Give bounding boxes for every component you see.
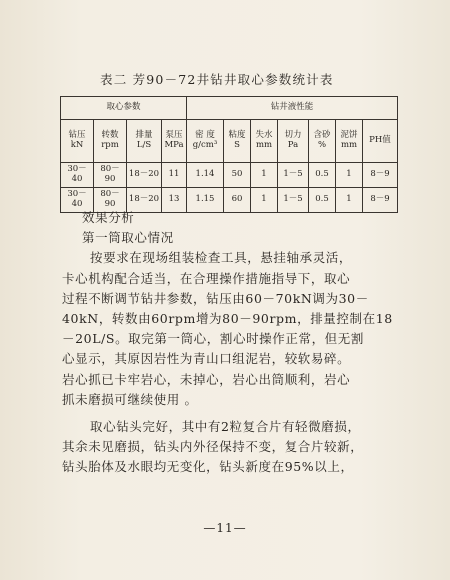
table-cell: 0.5 <box>309 188 336 213</box>
column-header: 含砂 % <box>309 120 336 163</box>
table-cell: 0.5 <box>309 163 336 188</box>
paragraph-line: －20L/S。取完第一筒心，割心时操作正常，但无割 <box>62 331 364 347</box>
paragraph-line: 取心钻头完好，其中有2粒复合片有轻微磨损， <box>90 419 361 435</box>
table-group-header-row <box>61 97 398 120</box>
paragraph-line: 钻头胎体及水眼均无变化，钻头新度在95%以上， <box>62 459 354 475</box>
table-cell: 50 <box>224 163 251 188</box>
table-cell: 13 <box>162 188 187 213</box>
column-header: 切力 Pa <box>278 120 309 163</box>
paragraph-line: 过程不断调节钻井参数，钻压由60－70kN调为30－ <box>62 290 369 306</box>
column-header: 失水 mm <box>251 120 278 163</box>
table-cell: 60 <box>224 188 251 213</box>
paragraph-line: 卡心机构配合适当，在合理操作措施指导下，取心 <box>62 270 351 286</box>
paragraph-line: 心显示，其原因岩性为青山口组泥岩，较软易碎。 <box>62 351 351 367</box>
table-cell: 1 <box>336 163 363 188</box>
table-cell: 1－5 <box>278 188 309 213</box>
section-heading: 效果分析 <box>82 210 135 225</box>
paragraph-line: 抓未磨损可继续使用 。 <box>62 391 198 407</box>
column-header: PH值 <box>363 120 398 163</box>
column-header: 密 度 g/cm³ <box>187 120 224 163</box>
paragraph-line: 按要求在现场组装检查工具，悬挂轴承灵活， <box>90 250 353 266</box>
table-cell: 18－20 <box>127 188 162 213</box>
subsection-heading: 第一筒取心情况 <box>82 230 174 246</box>
table-cell: 80－90 <box>94 163 127 188</box>
column-header: 泥饼 mm <box>336 120 363 163</box>
table-cell: 1 <box>251 163 278 188</box>
table-cell: 30－40 <box>61 163 94 188</box>
table-caption: 表二 芳90－72井钻井取心参数统计表 <box>100 72 334 87</box>
group-header-coring-params: 取心参数 <box>61 97 187 120</box>
column-header: 泵压 MPa <box>162 120 187 163</box>
table-cell: 80－90 <box>94 188 127 213</box>
table-cell: 1.15 <box>187 188 224 213</box>
table-cell: 1－5 <box>278 163 309 188</box>
table-cell: 18－20 <box>127 163 162 188</box>
table-cell: 1 <box>251 188 278 213</box>
paragraph-line: 岩心抓已卡牢岩心，未掉心，岩心出筒顺利，岩心 <box>62 371 351 387</box>
table-cell: 1.14 <box>187 163 224 188</box>
column-header: 钻压 kN <box>61 120 94 163</box>
paragraph-line: 其余未见磨损，钻头内外径保持不变，复合片较新， <box>62 439 364 455</box>
table-cell: 8－9 <box>363 188 398 213</box>
column-header: 转数 rpm <box>94 120 127 163</box>
table-cell: 1 <box>336 188 363 213</box>
table-cell: 8－9 <box>363 163 398 188</box>
column-header: 粘度 S <box>224 120 251 163</box>
table-column-header-row <box>61 120 398 163</box>
paragraph-line: 40kN，转数由60rpm增为80－90rpm，排量控制在18 <box>62 311 393 327</box>
page-number: —11— <box>203 521 247 535</box>
statistics-table <box>60 96 398 213</box>
group-header-mud-properties: 钻井液性能 <box>187 97 398 120</box>
table-cell: 30－40 <box>61 188 94 213</box>
body-text <box>62 208 402 478</box>
table-row <box>61 163 398 188</box>
column-header: 排量 L/S <box>127 120 162 163</box>
table-cell: 11 <box>162 163 187 188</box>
